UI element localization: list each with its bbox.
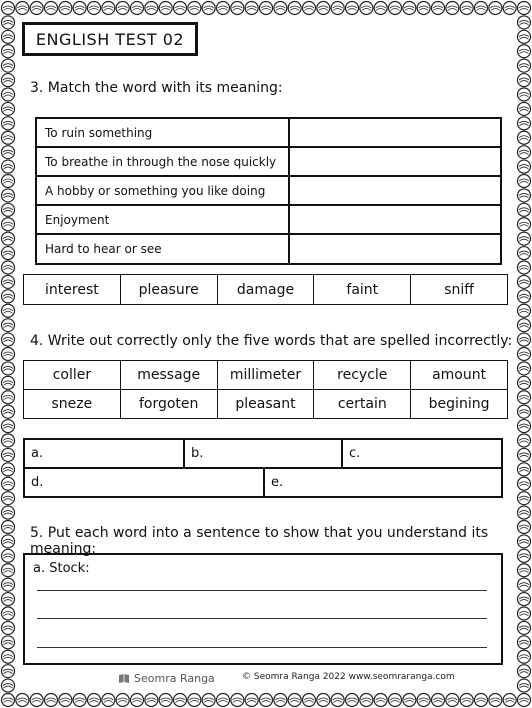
spelling-word: recycle [314, 361, 411, 389]
word-bank-item: sniff [444, 281, 474, 298]
spelling-word: amount [432, 367, 487, 383]
answer-field-e[interactable]: e. [271, 475, 284, 490]
answer-field-a[interactable]: a. [25, 440, 185, 467]
answer-blank[interactable] [290, 119, 500, 146]
book-icon [118, 673, 130, 684]
table-row [24, 361, 507, 390]
footer-logo [118, 672, 215, 685]
meaning-cell: To breathe in through the nose quickly [37, 148, 290, 175]
answer-field-d[interactable]: d. [25, 469, 265, 496]
answer-blank[interactable] [290, 235, 500, 263]
word-bank-item: faint [314, 275, 411, 304]
spelling-word: message [121, 361, 218, 389]
question-3-heading: 3. Match the word with its meaning: [30, 80, 283, 96]
word-bank-item: interest [24, 275, 121, 304]
answer-blank[interactable] [290, 148, 500, 175]
copyright-text: © Seomra Ranga 2022 www.seomraranga.com [242, 672, 455, 682]
writing-line [37, 590, 487, 591]
question-5-heading: 5. Put each word into a sentence to show that you understand its meaning: [30, 525, 489, 557]
word-bank-item: pleasure [121, 275, 218, 304]
meaning-cell: To ruin something [37, 119, 290, 146]
table-row [37, 119, 500, 148]
spelling-grid [23, 360, 508, 419]
writing-line [37, 618, 487, 619]
writing-line [37, 647, 487, 648]
table-row [37, 148, 500, 177]
meaning-cell: Hard to hear or see [37, 235, 290, 263]
sentence-writing-box[interactable] [23, 553, 503, 665]
spelling-word: millimeter [218, 361, 315, 389]
table-row [25, 440, 501, 469]
table-row [37, 177, 500, 206]
meaning-cell: Enjoyment [37, 206, 290, 233]
item-label: a. Stock: [33, 561, 90, 576]
spelling-word: forgoten [121, 390, 218, 418]
table-row [37, 235, 500, 263]
spelling-word: coller [24, 361, 121, 389]
table-row [24, 275, 507, 304]
spelling-word: sneze [24, 390, 121, 418]
answer-field-b[interactable]: b. [185, 440, 343, 467]
spelling-word: pleasant [218, 390, 315, 418]
answer-blank[interactable] [290, 206, 500, 233]
question-4-heading: 4. Write out correctly only the five words that are spelled incorrectly: [30, 333, 513, 349]
table-row [37, 206, 500, 235]
word-bank [23, 274, 508, 305]
spelling-answer-grid [23, 438, 503, 498]
spelling-word: begining [428, 396, 490, 412]
meaning-cell: A hobby or something you like doing [37, 177, 290, 204]
table-row [25, 469, 501, 496]
brand-name: Seomra Ranga [134, 672, 215, 685]
spelling-word: certain [314, 390, 411, 418]
word-bank-item: damage [218, 275, 315, 304]
answer-blank[interactable] [290, 177, 500, 204]
test-title: ENGLISH TEST 02 [22, 22, 198, 56]
table-row [24, 390, 507, 418]
match-table [35, 117, 502, 265]
answer-field-c[interactable]: c. [349, 446, 361, 461]
